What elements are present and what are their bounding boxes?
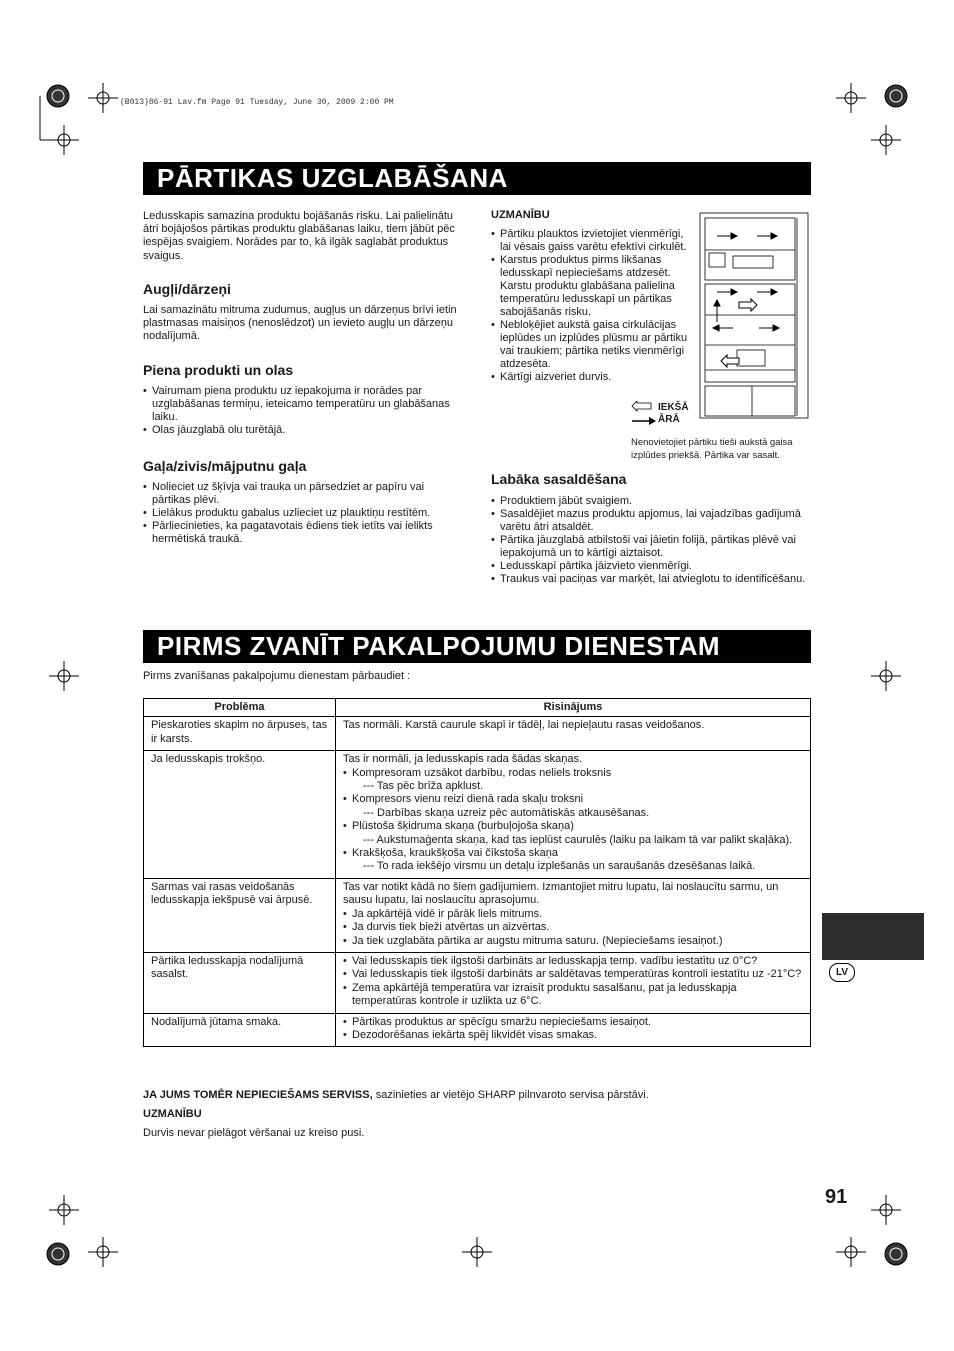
legend-out-label: ĀRĀ	[658, 414, 680, 425]
list-item: • Nolieciet uz šķīvja vai trauka un pārsedziet ar papīru vai pārtikas plēvi.	[143, 481, 463, 507]
solution-lead: Tas ir normāli, ja ledusskapis rada šādas skaņas.	[343, 753, 583, 766]
solution-lead: Tas var notikt kādā no šiem gadījumiem. Izmantojiet mitru lupatu, lai noslaucītu sarmu, un sausu lupatu, lai noslaucītu aprasojumu.	[343, 880, 779, 907]
list-item: • Olas jāuzglabā olu turētājā.	[143, 424, 463, 437]
list-item	[343, 767, 803, 794]
list-item: • Lielākus produktu gabalus uzlieciet uz plauktiņu restītēm.	[143, 507, 463, 520]
item-text: Krakšķoša, kraukšķoša vai čīkstoša skaņa	[352, 847, 559, 860]
list-item: • Nebloķējiet aukstā gaisa cirkulācijas ieplūdes un izplūdes plūsmu ar pārtiku vai traukiem; pārtika netiks vienmērīgi atdzesēta.	[491, 319, 696, 371]
fruit-text: Lai samazinātu mitruma zudumus, augļus un dārzeņus brīvi ietin plastmasas maisiņos (nenoslēdzot) un ievieto augļu un dārzeņu nodalījumā.	[143, 304, 457, 343]
caution-list	[491, 228, 696, 384]
service-text: sazinieties ar vietējo SHARP pilnvaroto servisa pārstāvi.	[372, 1089, 649, 1101]
fridge-airflow-diagram	[697, 210, 812, 422]
figure-caption: Nenovietojiet pārtiku tieši aukstā gaisa izplūdes priekšā. Pārtika var sasalt.	[631, 437, 793, 461]
service-intro: Pirms zvanīšanas pakalpojumu dienestam pārbaudiet :	[143, 670, 411, 682]
problem-cell: Sarmas vai rasas veidošanās ledusskapja iekšpusē vai ārpusē.	[144, 878, 336, 952]
meat-heading: Gaļa/zivis/mājputnu gaļa	[143, 458, 307, 474]
solution-cell	[336, 717, 811, 751]
language-tab	[822, 913, 924, 960]
list-item	[343, 847, 803, 874]
meat-list	[143, 481, 463, 546]
section2-title: PIRMS ZVANĪT PAKALPOJUMU DIENESTAM	[143, 630, 811, 663]
solution-cell	[336, 878, 811, 952]
list-item: • Vai ledusskapis tiek ilgstoši darbināts ar ledusskapja temp. vadību iestatītu uz 0°C?	[343, 955, 803, 968]
list-item: • Vairumam piena produktu uz iepakojuma ir norādes par uzglabāšanas termiņu, ieteicamo temperatūru un glabāšanas laiku.	[143, 385, 463, 424]
solution-cell	[336, 751, 811, 879]
item-text: Kompresoram uzsākot darbību, rodas neliels troksnis	[352, 766, 612, 779]
item-sub: --- To rada iekšējo virsmu un detaļu izplešanās un saraušanās dzesēšanas laikā.	[363, 860, 756, 873]
list-item	[343, 793, 803, 820]
troubleshooting-table	[143, 698, 811, 1047]
airflow-legend-icons	[631, 401, 657, 427]
list-item: • Traukus vai paciņas var marķēt, lai atvieglotu to identificēšanu.	[491, 573, 811, 586]
table-header-row	[144, 699, 811, 717]
service-contact	[143, 1089, 649, 1102]
storage-intro: Ledusskapis samazina produktu bojāšanās risku. Lai palielinātu ātri bojājošos pārtikas produktu glabāšanas laiku, tiem jābūt pēc iespējas svaigiem. Norādes par to, kā ilgāk saglabāt produktus svaigus.	[143, 210, 455, 262]
caution-heading: UZMANĪBU	[491, 209, 550, 221]
list-item: • Sasaldējiet mazus produktu apjomus, lai vajadzības gadījumā varētu ātri atsaldēt.	[491, 508, 811, 534]
legend-in-label: IEKŠĀ	[658, 402, 689, 413]
service-caution-heading: UZMANĪBU	[143, 1108, 202, 1120]
list-item: • Pārtikas produktus ar spēcīgu smaržu nepieciešams iesaiņot.	[343, 1016, 803, 1029]
item-sub: --- Aukstumaģenta skaņa, kad tas ieplūst caurulēs (laiku pa laikam tā var palikt skaļāka).	[363, 833, 793, 846]
table-row	[144, 878, 811, 952]
table-row	[144, 717, 811, 751]
solution-cell	[336, 952, 811, 1013]
item-sub: --- Darbības skaņa uzreiz pēc automātiskās atkausēšanas.	[363, 806, 650, 819]
item-text: Plūstoša šķidruma skaņa (burbuļojoša skaņa)	[352, 820, 574, 833]
list-item: • Dezodorēšanas iekārta spēj likvidēt visas smakas.	[343, 1029, 803, 1042]
freeze-list	[491, 495, 811, 586]
item-text: Kompresors vienu reizi dienā rada skaļu troksni	[352, 793, 584, 806]
service-caution-text: Durvis nevar pielāgot vēršanai uz kreiso pusi.	[143, 1127, 365, 1139]
file-header: (B013)86-91 Lav.fm Page 91 Tuesday, June 30, 2009 2:00 PM	[120, 98, 394, 107]
problem-cell: Ja ledusskapis trokšņo.	[144, 751, 336, 879]
solution-list	[343, 1016, 803, 1043]
page-number: 91	[825, 1186, 848, 1208]
column-header-problem: Problēma	[144, 699, 336, 717]
service-bold: JA JUMS TOMĒR NEPIECIEŠAMS SERVISS,	[143, 1089, 373, 1101]
list-item: • Pārliecinieties, ka pagatavotais ēdiens tiek ietīts vai ielikts hermētiskā traukā.	[143, 520, 463, 546]
section1-title: PĀRTIKAS UZGLABĀŠANA	[143, 162, 811, 195]
table-row	[144, 751, 811, 879]
dairy-heading: Piena produkti un olas	[143, 362, 294, 378]
problem-cell: Nodalījumā jūtama smaka.	[144, 1013, 336, 1047]
list-item: • Kārtīgi aizveriet durvis.	[491, 371, 696, 384]
list-item: • Ledusskapī pārtika jāizvieto vienmērīgi.	[491, 560, 811, 573]
list-item: • Produktiem jābūt svaigiem.	[491, 495, 811, 508]
solution-cell	[336, 1013, 811, 1047]
table-row	[144, 1013, 811, 1047]
list-item: • Karstus produktus pirms likšanas ledusskapī nepieciešams atdzesēt. Karstu produktu glabāšana palielina temperatūru ledusskapī un pārtikas sabojāšanās risku.	[491, 254, 696, 319]
column-header-solution: Risinājums	[336, 699, 811, 717]
table-row	[144, 952, 811, 1013]
list-item: • Pārtiku plauktos izvietojiet vienmērīgi, lai vēsais gaiss varētu efektīvi cirkulēt.	[491, 228, 696, 254]
list-item: • Ja tiek uzglabāta pārtika ar augstu mitruma saturu. (Nepieciešams iesaiņot.)	[343, 935, 803, 948]
freeze-heading: Labāka sasaldēšana	[491, 471, 627, 487]
list-item: • Ja apkārtējā vidē ir pārāk liels mitrums.	[343, 908, 803, 921]
list-item: • Pārtika jāuzglabā atbilstoši vai jāietin folijā, pārtikas plēvē vai iepakojumā un to kārtīgi aiztaisot.	[491, 534, 811, 560]
list-item: • Ja durvis tiek bieži atvērtas un aizvērtas.	[343, 921, 803, 934]
dairy-list	[143, 385, 463, 437]
solution-list	[343, 908, 803, 948]
problem-cell: Pārtika ledusskapja nodalījumā sasalst.	[144, 952, 336, 1013]
solution-list	[343, 955, 803, 1009]
list-item	[343, 820, 803, 847]
list-item: • Vai ledusskapis tiek ilgstoši darbināts ar saldētavas temperatūras kontroli iestatītu uz -21°C?	[343, 968, 803, 981]
solution-lead: Tas normāli. Karstā caurule skapī ir tādēļ, lai nepieļautu rasas veidošanos.	[343, 719, 705, 732]
list-item: • Zema apkārtējā temperatūra var izraisīt produktu sasalšanu, pat ja ledusskapja temperatūras kontrole ir uzlikta uz 6°C.	[343, 982, 803, 1009]
language-badge: LV	[829, 963, 855, 982]
airflow-legend	[658, 402, 689, 426]
problem-cell: Pieskaroties skapim no ārpuses, tas ir karsts.	[144, 717, 336, 751]
item-sub: --- Tas pēc brīža apklust.	[363, 780, 484, 793]
fruit-heading: Augļi/dārzeņi	[143, 281, 231, 297]
solution-list	[343, 767, 803, 874]
